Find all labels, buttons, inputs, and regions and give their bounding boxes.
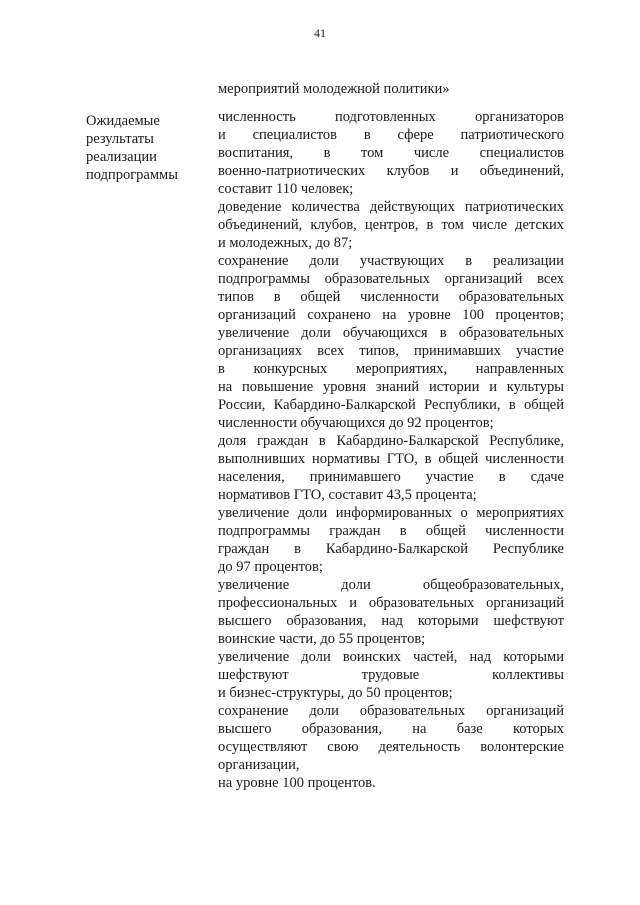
- word: конкурсных: [253, 361, 328, 377]
- text-line: организации,: [218, 757, 300, 773]
- word: доли: [297, 505, 328, 521]
- word: культуры: [506, 379, 564, 395]
- section-label-line: Ожидаемые: [86, 113, 160, 129]
- word: над: [381, 613, 403, 629]
- word: Кабардино-Балкарской: [325, 541, 469, 557]
- word: сохранение: [218, 703, 289, 719]
- word: в: [508, 397, 516, 413]
- word: граждан: [218, 541, 270, 557]
- word: России,: [218, 397, 266, 413]
- text-line: [218, 288, 564, 306]
- word: клубов: [386, 163, 430, 179]
- word: образовательных: [324, 271, 430, 287]
- word: образования,: [286, 613, 367, 629]
- word: организаций: [218, 307, 296, 323]
- word: доли: [301, 649, 331, 665]
- word: в: [439, 325, 447, 341]
- text-line: [218, 126, 564, 144]
- word: ГТО,: [386, 451, 418, 467]
- word: базе: [456, 721, 483, 737]
- word: частей,: [413, 649, 458, 665]
- text-line: численности обучающихся до 92 процентов;: [218, 415, 494, 431]
- text-line: [218, 144, 564, 162]
- page-number: 41: [314, 26, 326, 40]
- word: образовательных: [359, 703, 466, 719]
- word: направленных: [475, 361, 564, 377]
- word: Республике,: [489, 433, 564, 449]
- word: всех: [317, 343, 345, 359]
- word: увеличение: [218, 505, 290, 521]
- word: доли: [309, 253, 339, 269]
- word: которыми: [417, 613, 479, 629]
- text-line: до 97 процентов;: [218, 559, 323, 575]
- text-line: [218, 648, 564, 666]
- text-line: [218, 216, 564, 234]
- word: образовательных: [458, 325, 564, 341]
- word: граждан: [257, 433, 309, 449]
- word: численности: [360, 289, 439, 305]
- word: общей: [438, 451, 479, 467]
- word: осуществляют: [218, 739, 308, 755]
- word: выполнивших: [218, 451, 306, 467]
- word: и: [349, 595, 357, 611]
- text-line: [218, 162, 564, 180]
- word: действующих: [369, 199, 455, 215]
- word: в: [498, 469, 506, 485]
- word: нормативы: [312, 451, 380, 467]
- word: обучающихся: [342, 325, 428, 341]
- word: шефствуют: [493, 613, 564, 629]
- word: в: [424, 451, 432, 467]
- word: знаний: [375, 379, 420, 395]
- text-line: [218, 378, 564, 396]
- word: высшего: [218, 613, 272, 629]
- word: типов: [218, 289, 254, 305]
- word: волонтерские: [480, 739, 564, 755]
- word: в: [273, 289, 281, 305]
- text-line: воинские части, до 55 процентов;: [218, 631, 426, 647]
- word: подпрограммы: [218, 523, 310, 539]
- text-line: [218, 612, 564, 630]
- text-line: [218, 702, 564, 720]
- word: участвующих: [359, 253, 445, 269]
- word: том: [441, 217, 464, 233]
- word: которых: [512, 721, 564, 737]
- word: профессиональных: [218, 595, 338, 611]
- text-line: и бизнес-структуры, до 50 процентов;: [218, 685, 453, 701]
- text-line: [218, 252, 564, 270]
- word: доли: [341, 577, 371, 593]
- text-line: [218, 540, 564, 558]
- text-line: [218, 450, 564, 468]
- continuation-line: мероприятий молодежной политики»: [218, 81, 450, 97]
- word: организаций: [444, 271, 523, 287]
- word: числе: [471, 217, 508, 233]
- word: в: [399, 523, 407, 539]
- section-label: [86, 112, 206, 184]
- word: и: [218, 127, 226, 143]
- word: в: [323, 145, 331, 161]
- word: в: [363, 127, 371, 143]
- text-line: [218, 324, 564, 342]
- word: шефствуют: [218, 667, 289, 683]
- word: количества: [291, 199, 360, 215]
- word: численности: [485, 523, 564, 539]
- word: на: [382, 307, 397, 323]
- word: высшего: [218, 721, 272, 737]
- word: в: [318, 433, 326, 449]
- word: специалистов: [252, 127, 337, 143]
- word: процентов;: [495, 307, 564, 323]
- text-line: нормативов ГТО, составит 43,5 процента;: [218, 487, 477, 503]
- text-line: [218, 270, 564, 288]
- word: уровне: [407, 307, 451, 323]
- text-line: [218, 306, 564, 324]
- word: клубов,: [310, 217, 357, 233]
- word: общеобразовательных,: [422, 577, 564, 593]
- section-label-line: реализации: [86, 149, 157, 165]
- word: образования,: [301, 721, 382, 737]
- word: уровня: [323, 379, 367, 395]
- word: сфере: [397, 127, 434, 143]
- word: всех: [537, 271, 564, 287]
- word: том: [361, 145, 384, 161]
- word: воспитания,: [218, 145, 294, 161]
- word: патриотических: [464, 199, 564, 215]
- text-line: [218, 468, 564, 486]
- text-line: [218, 738, 564, 756]
- word: военно-патриотических: [218, 163, 366, 179]
- text-line: [218, 360, 564, 378]
- word: подготовленных: [334, 109, 436, 125]
- word: числе: [413, 145, 450, 161]
- word: образовательных: [458, 289, 564, 305]
- word: численность: [218, 109, 296, 125]
- text-line: [218, 576, 564, 594]
- word: о: [460, 505, 468, 521]
- word: детских: [515, 217, 564, 233]
- word: участие: [425, 469, 474, 485]
- text-line: составит 110 человек;: [218, 181, 354, 197]
- text-line: [218, 432, 564, 450]
- text-line: и молодежных, до 87;: [218, 235, 353, 251]
- word: в: [294, 541, 301, 557]
- word: Республики,: [424, 397, 501, 413]
- word: истории: [428, 379, 480, 395]
- text-line: [218, 504, 564, 522]
- word: населения,: [218, 469, 285, 485]
- text-line: [218, 396, 564, 414]
- text-line: [218, 594, 564, 612]
- word: деятельность: [378, 739, 461, 755]
- word: общей: [425, 523, 466, 539]
- word: трудовые: [361, 667, 420, 683]
- text-line: [218, 666, 564, 684]
- word: организаций: [486, 703, 564, 719]
- word: коллективы: [492, 667, 564, 683]
- text-line: [218, 198, 564, 216]
- word: образовательных: [368, 595, 475, 611]
- word: мероприятиях: [476, 505, 564, 521]
- word: численности: [485, 451, 564, 467]
- word: сдаче: [530, 469, 564, 485]
- word: Кабардино-Балкарской: [273, 397, 416, 413]
- word: организаций: [486, 595, 564, 611]
- word: 100: [462, 307, 485, 323]
- word: увеличение: [218, 577, 290, 593]
- word: и: [450, 163, 459, 179]
- word: граждан: [329, 523, 381, 539]
- word: доли: [301, 325, 331, 341]
- word: повышение: [242, 379, 314, 395]
- word: над: [469, 649, 492, 665]
- word: Кабардино-Балкарской: [336, 433, 479, 449]
- word: на: [412, 721, 427, 737]
- word: объединений,: [218, 217, 303, 233]
- word: общей: [300, 289, 341, 305]
- word: и: [489, 379, 497, 395]
- expected-results-text: [218, 108, 564, 792]
- word: патриотического: [460, 127, 564, 143]
- word: доли: [309, 703, 339, 719]
- word: организаторов: [475, 109, 564, 125]
- word: принимавших: [414, 343, 501, 359]
- word: в: [218, 361, 225, 377]
- word: Республике: [492, 541, 564, 557]
- word: участие: [516, 343, 564, 359]
- word: увеличение: [218, 649, 290, 665]
- word: доля: [218, 433, 247, 449]
- word: увеличение: [218, 325, 290, 341]
- text-line: [218, 342, 564, 360]
- word: объединений,: [479, 163, 564, 179]
- text-line: [218, 108, 564, 126]
- word: свою: [327, 739, 359, 755]
- word: мероприятиях,: [355, 361, 448, 377]
- word: которыми: [503, 649, 564, 665]
- word: общей: [523, 397, 564, 413]
- word: воинских: [342, 649, 401, 665]
- word: центров,: [364, 217, 419, 233]
- word: на: [218, 379, 233, 395]
- text-line: [218, 720, 564, 738]
- word: принимавшего: [309, 469, 401, 485]
- section-label-line: подпрограммы: [86, 167, 178, 183]
- word: специалистов: [479, 145, 564, 161]
- word: в: [426, 217, 434, 233]
- word: организациях: [218, 343, 303, 359]
- text-line: на уровне 100 процентов.: [218, 775, 376, 791]
- text-line: [218, 522, 564, 540]
- word: сохранено: [307, 307, 371, 323]
- section-label-line: результаты: [86, 131, 154, 147]
- word: сохранение: [218, 253, 289, 269]
- word: типов,: [359, 343, 399, 359]
- word: подпрограммы: [218, 271, 310, 287]
- word: доведение: [218, 199, 282, 215]
- word: реализации: [493, 253, 564, 269]
- word: информированных: [335, 505, 452, 521]
- word: в: [465, 253, 473, 269]
